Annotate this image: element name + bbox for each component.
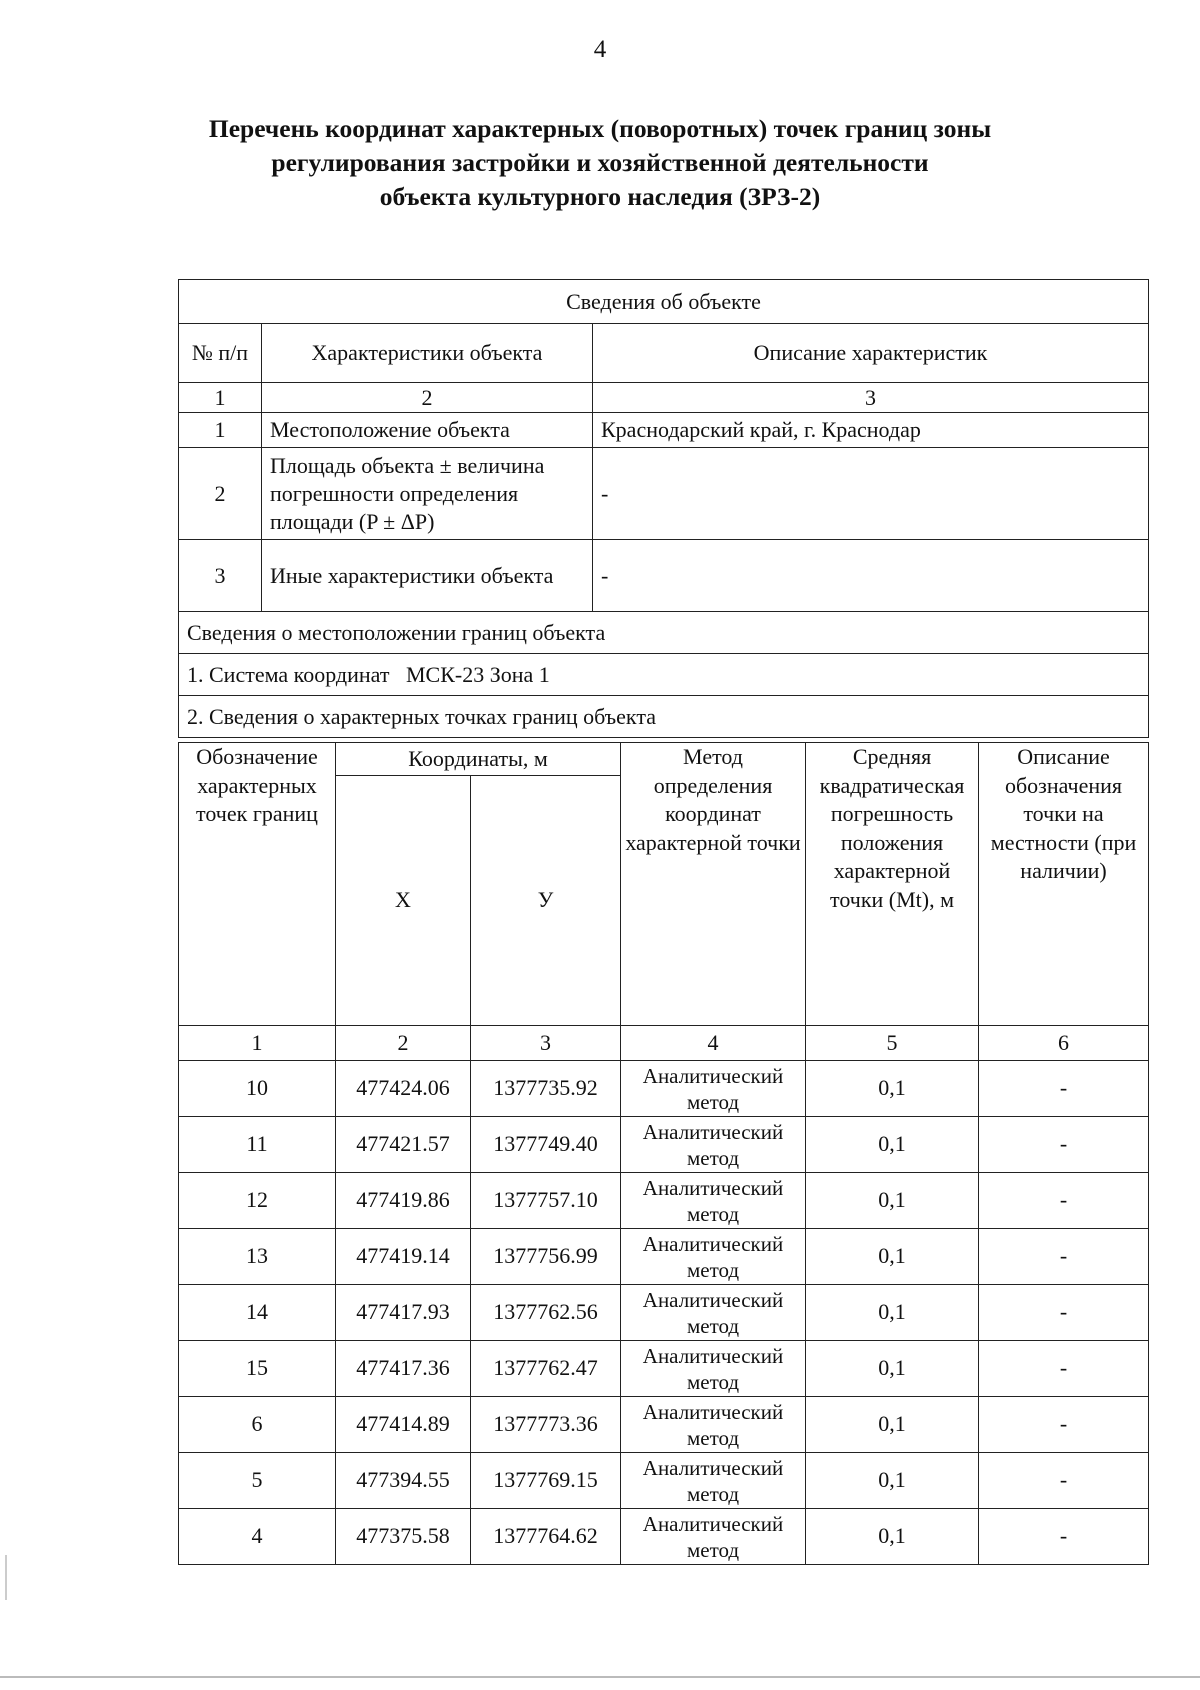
row-mt: 0,1 — [806, 1509, 979, 1565]
row-mt: 0,1 — [806, 1229, 979, 1285]
table-row — [179, 1173, 1149, 1229]
col-number: 2 — [336, 1026, 471, 1061]
row-num: 3 — [179, 540, 262, 612]
row-characteristic: Площадь объекта ± величина погрешности определения площади (P ± ΔP) — [262, 448, 593, 540]
col-number: 1 — [179, 383, 262, 413]
row-y: 1377749.40 — [471, 1117, 621, 1173]
row-desc: - — [979, 1229, 1149, 1285]
row-method: Аналитический метод — [621, 1397, 806, 1453]
row-method: Аналитический метод — [621, 1117, 806, 1173]
table-row — [179, 540, 1149, 612]
row-point-id: 14 — [179, 1285, 336, 1341]
row-mt: 0,1 — [806, 1341, 979, 1397]
row-desc: - — [979, 1509, 1149, 1565]
row-description: Краснодарский край, г. Краснодар — [593, 413, 1149, 448]
row-desc: - — [979, 1117, 1149, 1173]
col-header-characteristic: Характеристики объекта — [262, 324, 593, 383]
row-method: Аналитический метод — [621, 1285, 806, 1341]
col-header-y: У — [471, 776, 621, 1026]
row-x: 477394.55 — [336, 1453, 471, 1509]
bottom-rule — [0, 1676, 1200, 1678]
col-header-method: Метод определения координат характерной точки — [621, 743, 806, 1026]
col-header-description: Описание характеристик — [593, 324, 1149, 383]
col-number: 4 — [621, 1026, 806, 1061]
row-mt: 0,1 — [806, 1397, 979, 1453]
row-desc: - — [979, 1285, 1149, 1341]
col-number: 3 — [471, 1026, 621, 1061]
object-info-header: Сведения об объекте — [179, 280, 1149, 324]
row-num: 2 — [179, 448, 262, 540]
title-line-3: объекта культурного наследия (ЗРЗ-2) — [379, 182, 821, 211]
row-method: Аналитический метод — [621, 1453, 806, 1509]
table-row — [179, 1341, 1149, 1397]
row-characteristic: Иные характеристики объекта — [262, 540, 593, 612]
page-title — [100, 112, 1100, 214]
row-description: - — [593, 448, 1149, 540]
row-desc: - — [979, 1173, 1149, 1229]
row-y: 1377773.36 — [471, 1397, 621, 1453]
row-method: Аналитический метод — [621, 1173, 806, 1229]
row-point-id: 11 — [179, 1117, 336, 1173]
col-number: 3 — [593, 383, 1149, 413]
row-x: 477419.86 — [336, 1173, 471, 1229]
row-desc: - — [979, 1453, 1149, 1509]
row-method: Аналитический метод — [621, 1341, 806, 1397]
row-method: Аналитический метод — [621, 1061, 806, 1117]
row-x: 477375.58 — [336, 1509, 471, 1565]
title-line-2: регулирования застройки и хозяйственной деятельности — [271, 148, 929, 177]
col-number: 5 — [806, 1026, 979, 1061]
table-row — [179, 448, 1149, 540]
col-number: 2 — [262, 383, 593, 413]
row-point-id: 5 — [179, 1453, 336, 1509]
row-point-id: 12 — [179, 1173, 336, 1229]
table-row — [179, 1453, 1149, 1509]
row-mt: 0,1 — [806, 1453, 979, 1509]
table-row — [179, 1397, 1149, 1453]
points-header: 2. Сведения о характерных точках границ объекта — [179, 696, 1149, 738]
row-x: 477421.57 — [336, 1117, 471, 1173]
table-row — [179, 1117, 1149, 1173]
row-x: 477424.06 — [336, 1061, 471, 1117]
row-y: 1377756.99 — [471, 1229, 621, 1285]
object-info-table — [178, 279, 1149, 738]
row-x: 477417.93 — [336, 1285, 471, 1341]
col-number: 6 — [979, 1026, 1149, 1061]
row-point-id: 13 — [179, 1229, 336, 1285]
col-number: 1 — [179, 1026, 336, 1061]
row-num: 1 — [179, 413, 262, 448]
row-description: - — [593, 540, 1149, 612]
title-line-1: Перечень координат характерных (поворотных) точек границ зоны — [208, 114, 992, 143]
row-characteristic: Местоположение объекта — [262, 413, 593, 448]
margin-mark — [5, 1555, 7, 1600]
row-mt: 0,1 — [806, 1061, 979, 1117]
row-point-id: 15 — [179, 1341, 336, 1397]
row-point-id: 10 — [179, 1061, 336, 1117]
row-x: 477417.36 — [336, 1341, 471, 1397]
row-y: 1377762.47 — [471, 1341, 621, 1397]
points-body — [179, 1061, 1149, 1565]
row-x: 477419.14 — [336, 1229, 471, 1285]
row-y: 1377757.10 — [471, 1173, 621, 1229]
coord-system: 1. Система координат МСК-23 Зона 1 — [179, 654, 1149, 696]
table-row — [179, 1285, 1149, 1341]
col-header-desc: Описание обозначения точки на местности (при наличии) — [979, 743, 1149, 1026]
location-header: Сведения о местоположении границ объекта — [179, 612, 1149, 654]
col-header-num: № п/п — [179, 324, 262, 383]
row-point-id: 6 — [179, 1397, 336, 1453]
row-y: 1377735.92 — [471, 1061, 621, 1117]
row-y: 1377762.56 — [471, 1285, 621, 1341]
page-number: 4 — [593, 36, 607, 63]
row-point-id: 4 — [179, 1509, 336, 1565]
table-row — [179, 1509, 1149, 1565]
col-header-coords: Координаты, м — [336, 743, 621, 776]
row-y: 1377764.62 — [471, 1509, 621, 1565]
table-row — [179, 1229, 1149, 1285]
table-row — [179, 413, 1149, 448]
points-table — [178, 742, 1149, 1565]
row-mt: 0,1 — [806, 1285, 979, 1341]
row-desc: - — [979, 1341, 1149, 1397]
row-desc: - — [979, 1397, 1149, 1453]
col-header-mt: Средняя квадратическая погрешность положения характерной точки (Mt), м — [806, 743, 979, 1026]
row-desc: - — [979, 1061, 1149, 1117]
row-x: 477414.89 — [336, 1397, 471, 1453]
row-method: Аналитический метод — [621, 1229, 806, 1285]
row-mt: 0,1 — [806, 1117, 979, 1173]
col-header-point-id: Обозначение характерных точек границ — [179, 743, 336, 1026]
table-row — [179, 1061, 1149, 1117]
row-mt: 0,1 — [806, 1173, 979, 1229]
col-header-x: X — [336, 776, 471, 1026]
row-method: Аналитический метод — [621, 1509, 806, 1565]
row-y: 1377769.15 — [471, 1453, 621, 1509]
